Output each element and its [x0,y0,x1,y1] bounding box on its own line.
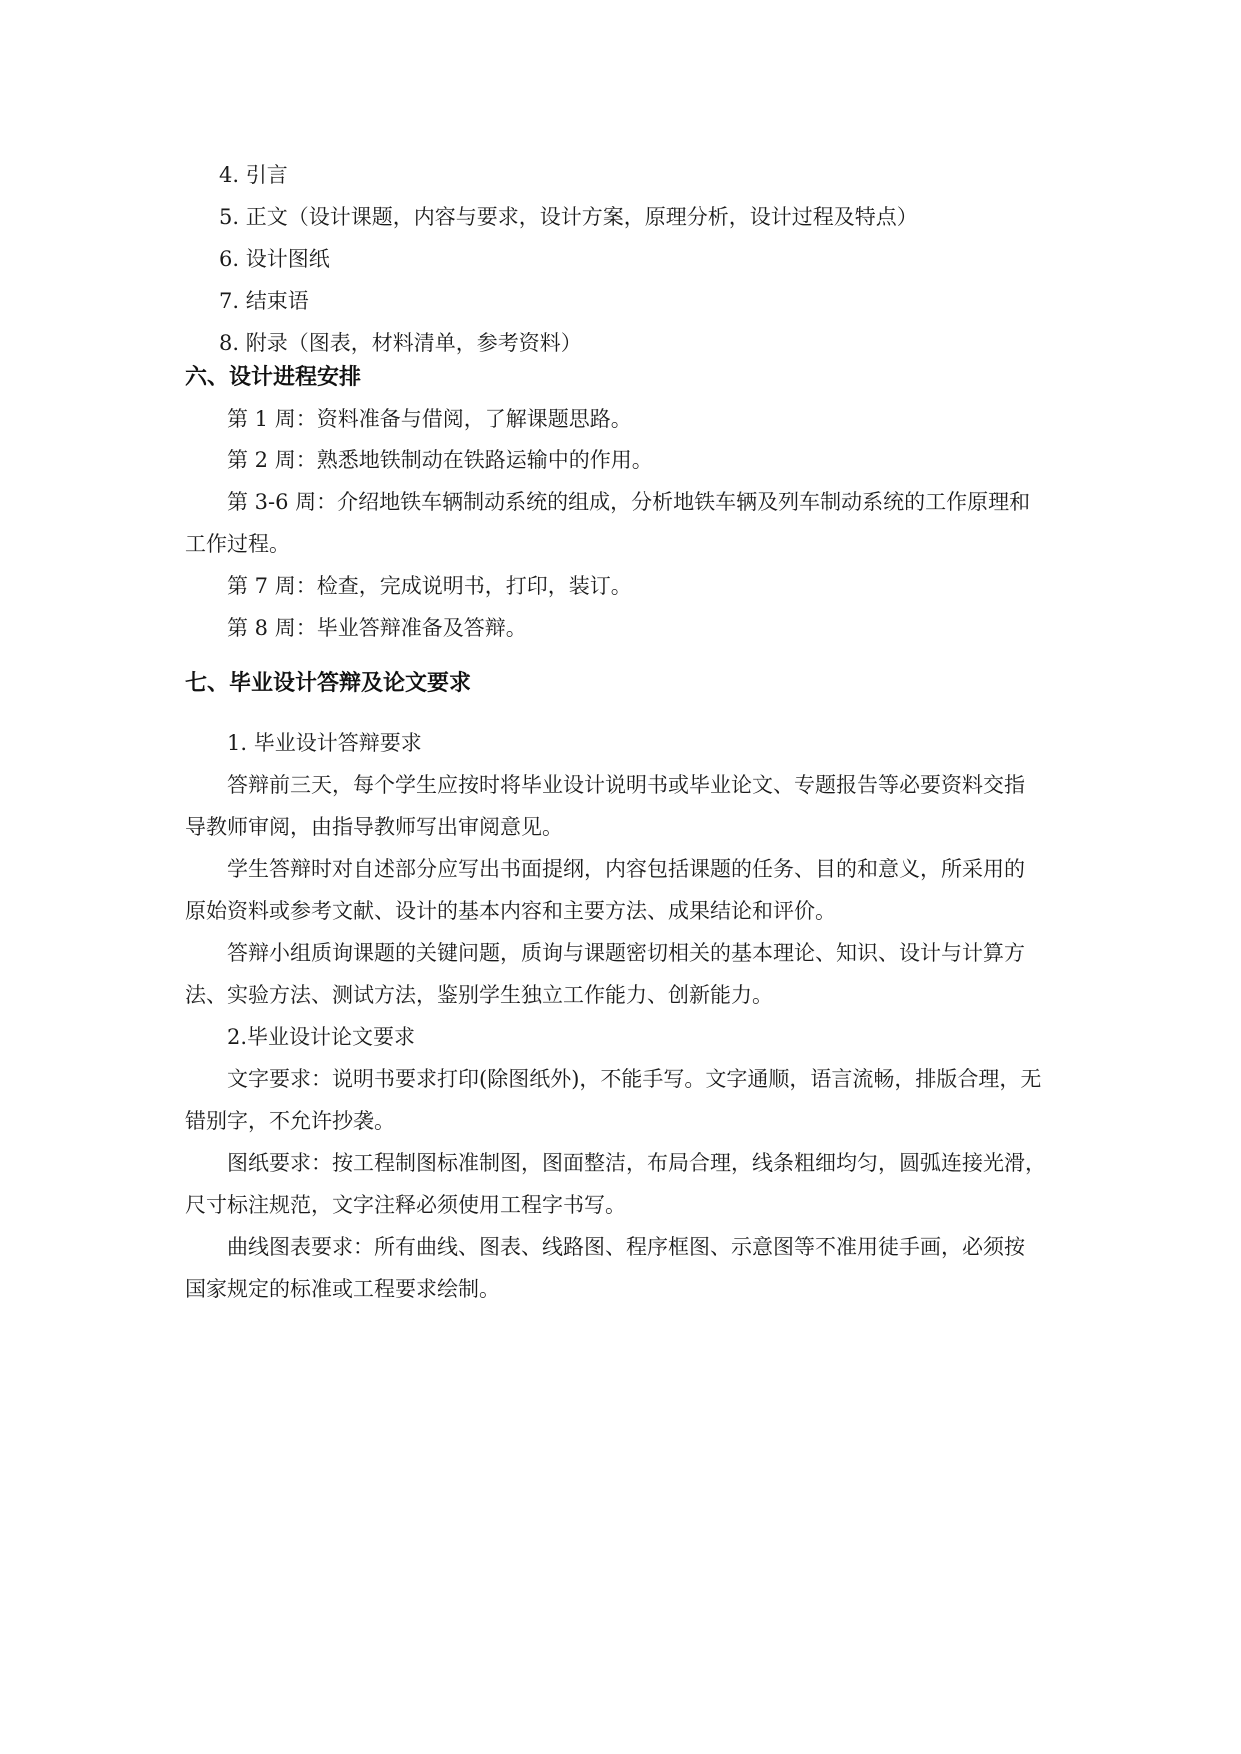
list-item-introduction: 4. 引言 [219,163,288,187]
list-item-main-text: 5. 正文（设计课题，内容与要求，设计方案，原理分析，设计过程及特点） [219,205,918,229]
paragraph-3-line1: 答辩小组质询课题的关键问题，质询与课题密切相关的基本理论、知识、设计与计算方 [227,941,1025,965]
paragraph-drawing-req-line2: 尺寸标注规范，文字注释必须使用工程字书写。 [185,1193,626,1217]
paragraph-1-line2: 导教师审阅，由指导教师写出审阅意见。 [185,815,563,839]
paragraph-2-line1: 学生答辩时对自述部分应写出书面提纲，内容包括课题的任务、目的和意义，所采用的 [227,857,1025,881]
paragraph-chart-req-line1: 曲线图表要求：所有曲线、图表、线路图、程序框图、示意图等不准用徒手画，必须按 [227,1235,1025,1259]
schedule-week-2: 第 2 周：熟悉地铁制动在铁路运输中的作用。 [227,448,653,472]
list-item-appendix: 8. 附录（图表，材料清单，参考资料） [219,331,582,355]
schedule-week-3-6-line1: 第 3-6 周：介绍地铁车辆制动系统的组成，分析地铁车辆及列车制动系统的工作原理和 [227,490,1031,514]
paragraph-3-line2: 法、实验方法、测试方法，鉴别学生独立工作能力、创新能力。 [185,983,773,1007]
schedule-week-1: 第 1 周：资料准备与借阅，了解课题思路。 [227,407,632,431]
paragraph-chart-req-line2: 国家规定的标准或工程要求绘制。 [185,1277,500,1301]
paragraph-text-req-line1: 文字要求：说明书要求打印(除图纸外)，不能手写。文字通顺，语言流畅，排版合理，无 [227,1067,1042,1091]
section-heading-defense: 七、毕业设计答辩及论文要求 [185,671,472,696]
schedule-week-3-6-line2: 工作过程。 [185,532,290,556]
paragraph-text-req-line2: 错别字，不允许抄袭。 [185,1109,395,1133]
schedule-week-8: 第 8 周：毕业答辩准备及答辩。 [227,616,527,640]
subheading-defense-requirements: 1. 毕业设计答辩要求 [227,731,422,755]
section-heading-schedule: 六、设计进程安排 [185,365,362,390]
paragraph-drawing-req-line1: 图纸要求：按工程制图标准制图，图面整洁，布局合理，线条粗细均匀，圆弧连接光滑， [227,1151,1046,1175]
list-item-drawings: 6. 设计图纸 [219,247,330,271]
schedule-week-7: 第 7 周：检查，完成说明书，打印，装订。 [227,574,632,598]
list-item-conclusion: 7. 结束语 [219,289,309,313]
subheading-thesis-requirements: 2.毕业设计论文要求 [227,1025,416,1049]
paragraph-2-line2: 原始资料或参考文献、设计的基本内容和主要方法、成果结论和评价。 [185,899,836,923]
paragraph-1-line1: 答辩前三天，每个学生应按时将毕业设计说明书或毕业论文、专题报告等必要资料交指 [227,773,1025,797]
